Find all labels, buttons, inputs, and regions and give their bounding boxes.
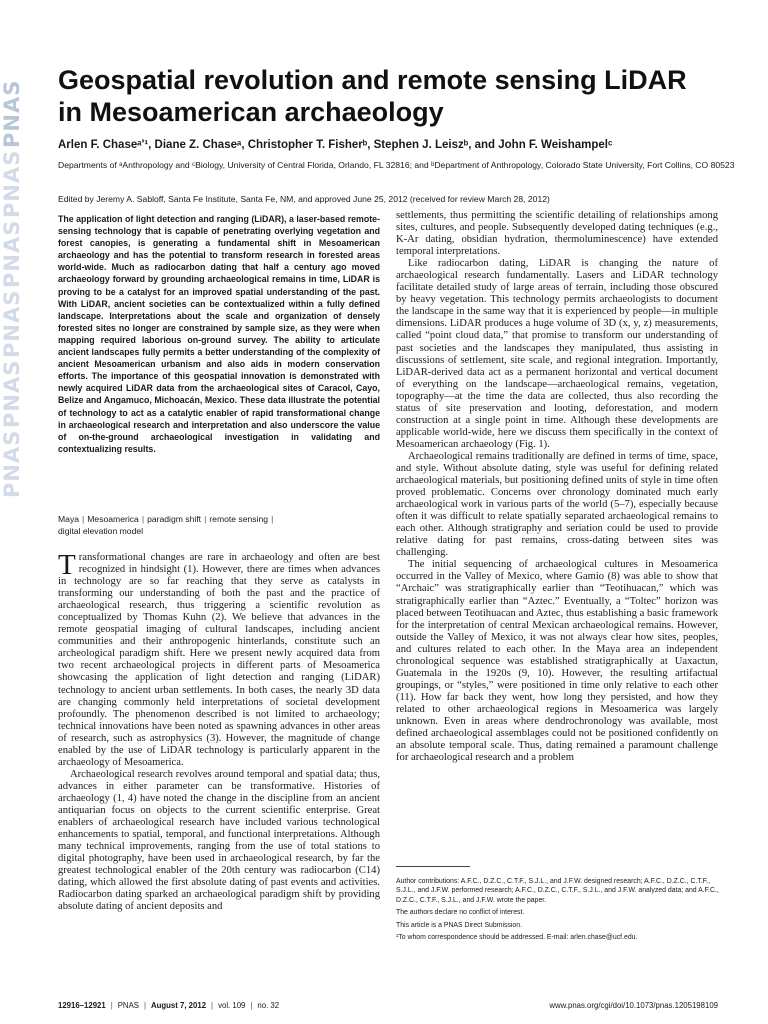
footnote-contributions: Author contributions: A.F.C., D.Z.C., C.T.F., S.J.L., and J.F.W. designed research; A.F.C., D.Z.C., C.T.F., S.J.L., and J.F.W. performed research; A.F.C., D.Z.C., C.T.F., S.J.L., and J.F.W. analyzed data; and A.F.C., D.Z.C., C.T.F., S.J.L., and J.F.W. wrote the paper. <box>396 878 719 904</box>
keyword-separator: | <box>141 514 145 524</box>
footer-separator: | <box>211 1001 214 1010</box>
keyword: paradigm shift <box>147 514 202 524</box>
footer-separator: | <box>110 1001 113 1010</box>
issue-date: August 7, 2012 <box>151 1001 207 1010</box>
footnote-conflict: The authors declare no conflict of interest. <box>396 909 525 917</box>
footnote-direct-submission: This article is a PNAS Direct Submission. <box>396 921 522 929</box>
footer-separator: | <box>250 1001 253 1010</box>
affiliations: Departments of ᵃAnthropology and ᶜBiology, University of Central Florida, Orlando, FL 32816; and ᵇDepartment of Anthropology, Colorado State University, Fort Collins, CO 80523 <box>58 160 735 170</box>
keyword: Maya <box>58 514 80 524</box>
body-paragraph: The initial sequencing of archaeological cultures in Mesoamerica occurred in the Valley of Mexico, where Gamio (8) was able to show that “Archaic” was stratigraphically earlier than “Teotihuacan,” which was stratigraphically earlier than “Aztec.” Eventually, a “Toltec” horizon was placed between Teotihuacan and Aztec, thus establishing a basic framework for the interpretation of central Mexican archaeological remains. However, outside the Valley of Mexico, it was not always clear how sites, peoples, and cultures related to each other. In the Maya area an independent chronological sequence was established stratigraphically at Uaxactun, Guatemala in the 1920s (9, 10). However, the resulting artifactual groupings, or “styles,” were positioned in time only relative to each other (11). How far back they went, how long they persisted, and how they related to other archaeological regions in Mesoamerica was largely unknown. Even in areas where dendrochronology was available, most defined archaeological assemblages could not be positioned confidently on an absolute temporal scale. Thus, dating remained a paramount challenge for archaeological research and a problem <box>396 559 718 764</box>
body-paragraph: settlements, thus permitting the scientific detailing of relationships among sites, cultures, and people. Subsequently developed dating techniques (e.g., K-Ar dating, obsidian hydration, thermoluminescence) have extended temporal interpretations. <box>396 210 718 258</box>
author-list: Arlen F. Chaseᵃʹ¹, Diane Z. Chaseᵃ, Christopher T. Fisherᵇ, Stephen J. Leiszᵇ, and John F. Weishampelᶜ <box>58 139 613 151</box>
footer-separator: | <box>143 1001 146 1010</box>
keywords <box>58 513 380 537</box>
keyword: remote sensing <box>209 514 269 524</box>
keyword-separator: | <box>82 514 85 524</box>
pnas-watermark-word: PNAS <box>0 79 24 148</box>
body-column-left <box>58 549 380 913</box>
footnotes <box>396 877 726 945</box>
doi-link[interactable]: www.pnas.org/cgi/doi/10.1073/pnas.1205198109 <box>549 1001 718 1010</box>
paper-title: Geospatial revolution and remote sensing LiDAR in Mesoamerican archaeology <box>58 65 687 127</box>
issue-number: no. 32 <box>257 1001 280 1010</box>
keyword-separator: | <box>271 514 274 524</box>
body-paragraph: Like radiocarbon dating, LiDAR is changing the nature of archaeological research fundamentally. Lasers and LiDAR technology facilitate detailed study of large areas of terrain, including those obscured by heavy vegetation. This technology permits archaeologists to document the landscape in the same way that it is experienced by people—in multiple dimensions. LiDAR produces a huge volume of 3D (x, y, z) measurements, called “point cloud data,” that promise to transform our understanding of past societies and the landscapes they manipulated, thus assisting in discussions of settlement, site scale, and regional integration. Importantly, LiDAR-derived data act as a permanent horizontal and vertical document of everything on the landscape—archaeological remains, vegetation, topography—at the time the data are collected, thus also recording the status of site preservation and looting, deforestation, and modern construction at a single point in time. Although these developments are applicable world-wide, here we discuss them specifically in the context of Mesoamerican archaeology (Fig. 1). <box>396 258 718 450</box>
body-column-right <box>396 210 718 764</box>
body-paragraph: Archaeological research revolves around temporal and spatial data; thus, advances in either parameter can be transformative. Histories of archaeology (1, 4) have noted the change in the discipline from an ancient antiquarian focus on objects to the current scientific enterprise. Great enablers of archaeological research have included various technological enhancements to spatial, temporal, and functional interpretations. Although many technical improvements, ranging from the use of total stations to digital photography, have been used in archaeological research, by far the greatest technological enabler of the 20th century was radiocarbon (C14) dating, which allowed the first absolute dating of past events and activities. Radiocarbon dating sparked an archaeological paradigm shift by providing absolute dating of ancient deposits and <box>58 768 380 913</box>
body-paragraph: Archaeological remains traditionally are defined in terms of time, space, and style. Without absolute dating, style was useful for defining related archaeological materials, but positioning defined units of style in time often proved problematic. Concerns over chronology dominated much early archaeological work in various parts of the world (5–7), especially because often it was difficult to relate spatially separated archaeological remains to each other. Although stratigraphy and seriation could be used to provide relative dating for past remains, cross-dating between sites was challenging. <box>396 450 718 559</box>
keyword-separator: | <box>204 514 207 524</box>
pnas-watermark-word: PNAS <box>0 429 24 498</box>
pnas-watermark-word: PNAS <box>0 289 24 358</box>
keyword: Mesoamerica <box>87 514 139 524</box>
abstract: The application of light detection and ranging (LiDAR), a laser-based remote-sensing technology that is capable of penetrating overlying vegetation and forest canopies, is generating a fundamental shift in Mesoamerican archaeology and has the potential to transform research in forested areas world-wide. Much as radiocarbon dating that half a century ago moved archaeology forward by grounding archaeological remains in time, LiDAR is proving to be a catalyst for an improved spatial understanding of the past. With LiDAR, ancient societies can be contextualized within a fully defined landscape. Interpretations about the scale and organization of densely forested sites no longer are constrained by sample size, as they were when mapping required laborious on-ground survey. The ability to articulate ancient landscapes fully permits a better understanding of the complexity of ancient Mesoamerican urbanism and also aids in modern conservation efforts. The importance of this geospatial innovation is demonstrated with newly acquired LiDAR data from the archaeological sites of Caracol, Cayo, Belize and Angamuco, Michoacán, Mexico. These data illustrate the potential of technology to act as a catalytic enabler of rapid transformational change in archaeological research and interpretation and also underscore the value of on-the-ground archaeological investigation in validating and contextualizing results. <box>58 214 380 454</box>
journal-name: PNAS <box>117 1001 139 1010</box>
body-paragraph <box>58 549 380 769</box>
pnas-watermark-word: PNAS <box>0 219 24 288</box>
paragraph-text: ransformational changes are rare in archaeology and often are best recognized in hindsight (1). However, there are times when advances in technology are so far reaching that they serve as catalysts in transforming our understanding of both the past and the practice of archaeological research, thus triggering a scientific revolution as conceptualized by Thomas Kuhn (2). We believe that advances in the remote geospatial imaging of cultural landscapes, including ancient communities and their anthropogenic hinterlands, constitute such an archeological paradigm shift. Here we present newly acquired data from two recent archaeological projects in different parts of Mesoamerica showcasing the application of light detection and ranging (LiDAR) technology to ancient urban settlements. In both cases, the nearly 3D data are changing commonly held interpretations of societal development profoundly. The phenomenon described is not limited to archaeology; technical innovations have been noted as spawning advances in other areas of research, such as astrophysics (3). However, the magnitude of change enabled by the use of LiDAR technology is particularly apparent in the archaeology of Mesoamerica. <box>58 552 380 768</box>
pnas-watermark-word: PNAS <box>0 359 24 428</box>
pnas-sidebar-watermark <box>0 0 24 1024</box>
page-footer-left <box>58 1001 279 1010</box>
edited-by-line: Edited by Jeremy A. Sabloff, Santa Fe Institute, Santa Fe, NM, and approved June 25, 2012 (received for review March 28, 2012) <box>58 194 550 204</box>
pnas-watermark-word: PNAS <box>0 149 24 218</box>
volume: vol. 109 <box>218 1001 246 1010</box>
footnote-divider <box>396 866 470 867</box>
page-range: 12916–12921 <box>58 1001 106 1010</box>
keyword: digital elevation model <box>58 526 144 536</box>
footnote-correspondence: ¹To whom correspondence should be addressed. E-mail: arlen.chase@ucf.edu. <box>396 934 638 942</box>
drop-cap: T <box>58 549 76 581</box>
